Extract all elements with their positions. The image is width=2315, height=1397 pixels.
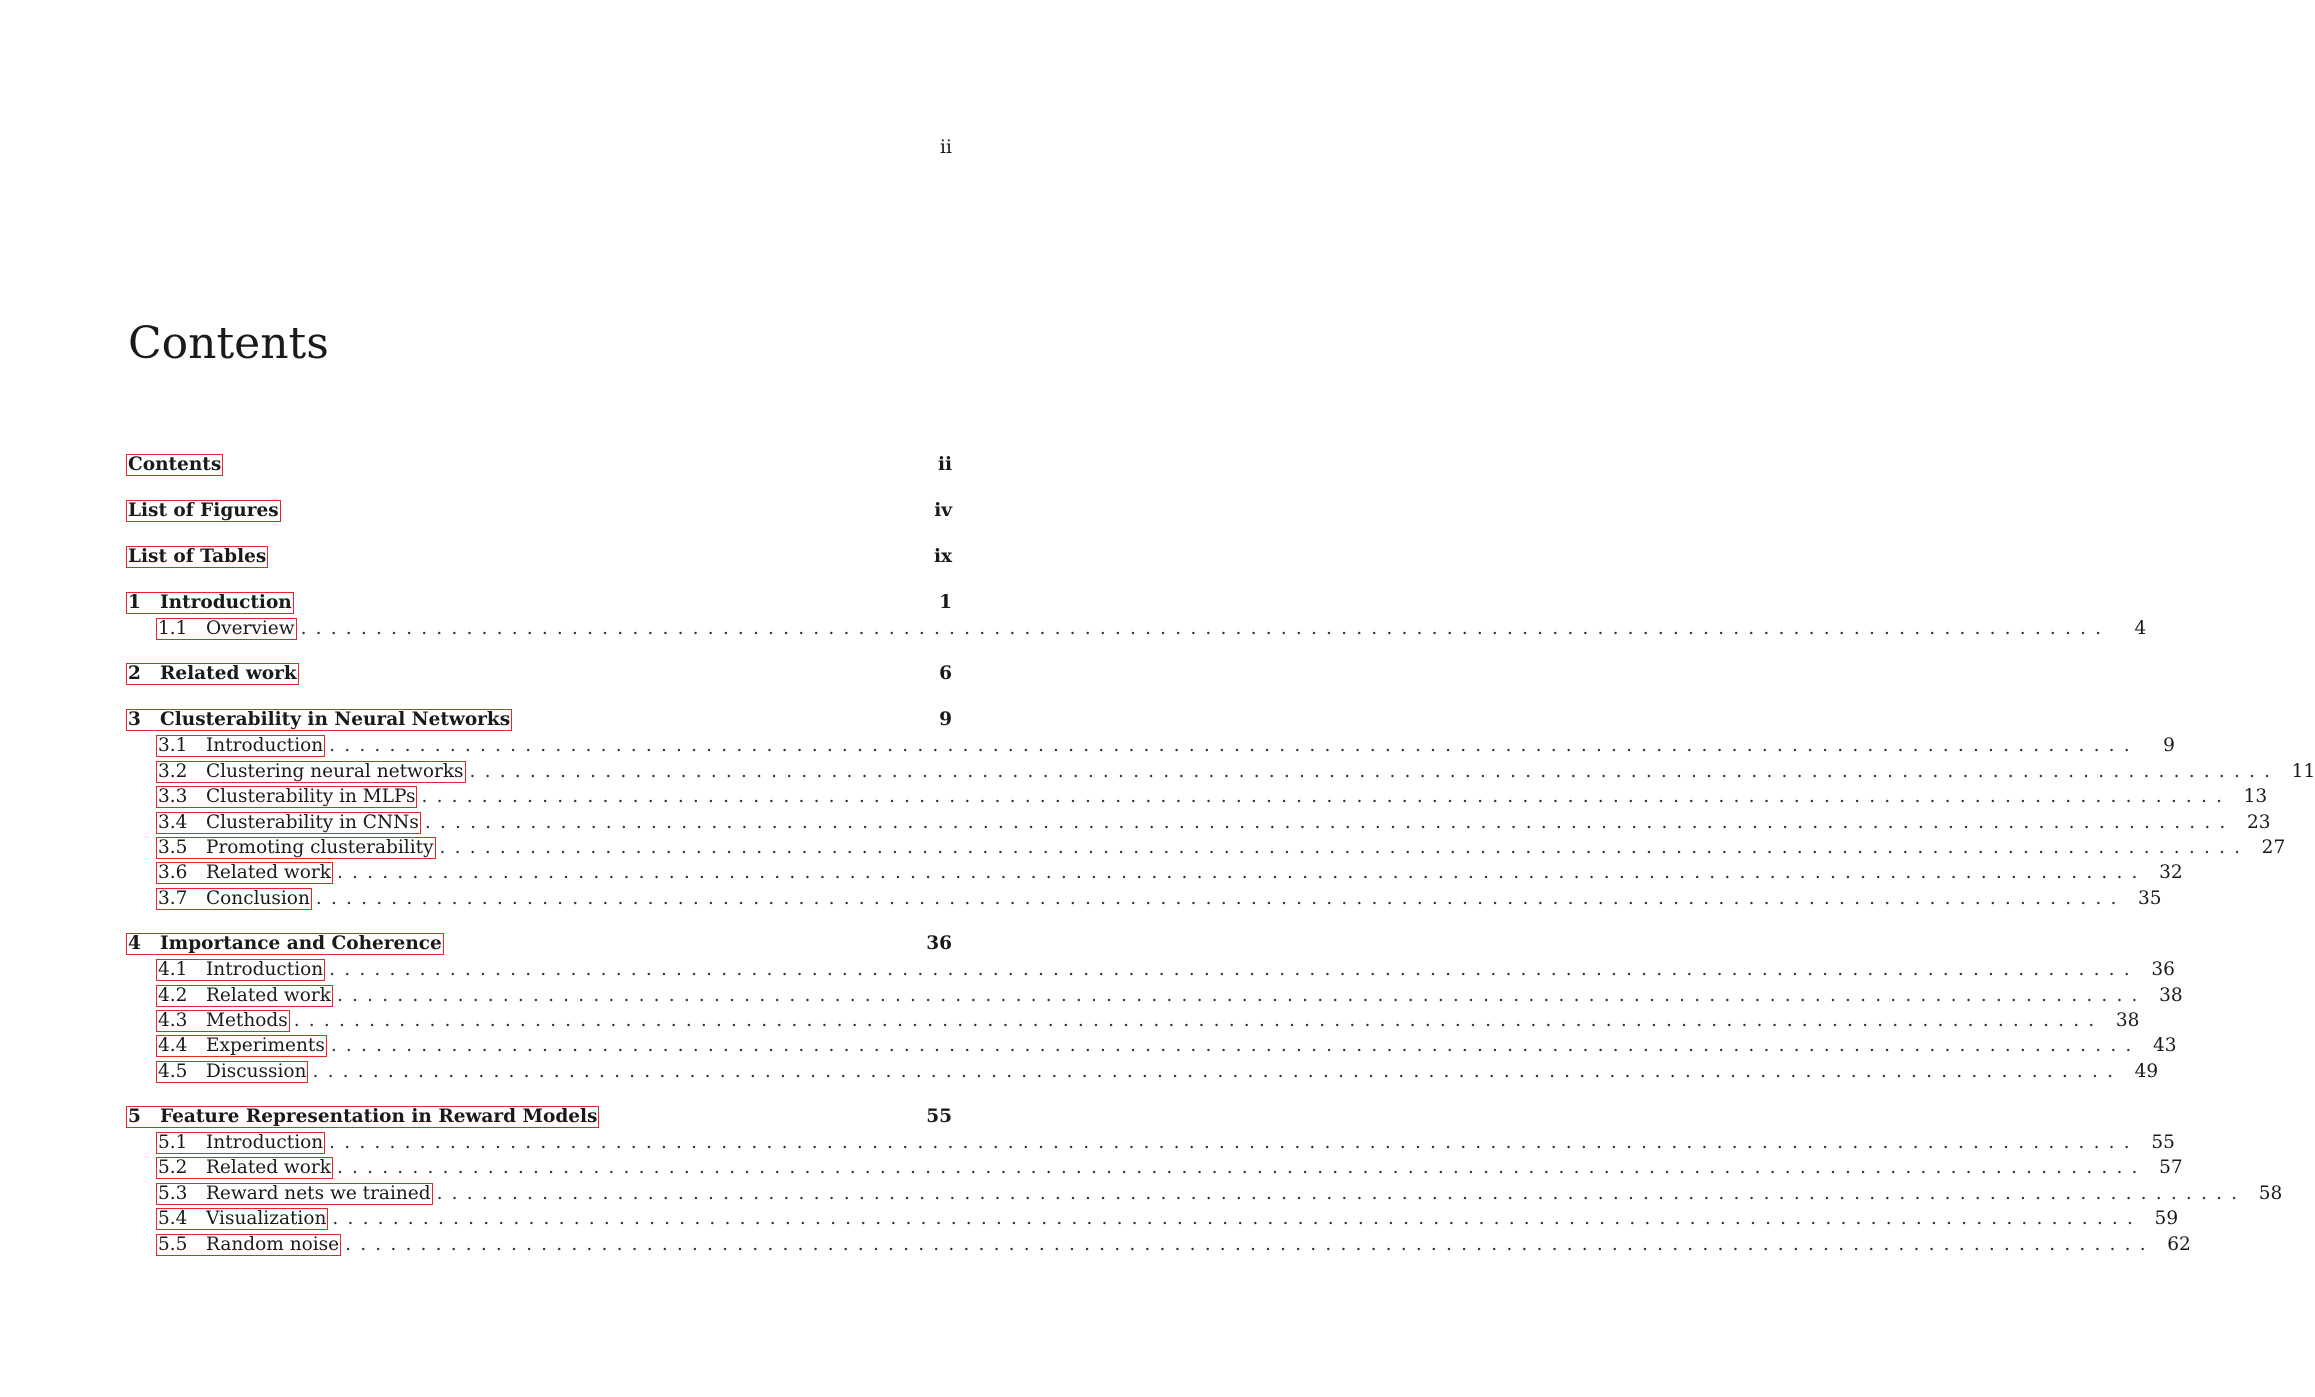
toc-chapter-link[interactable] bbox=[126, 709, 512, 731]
toc-section-row bbox=[126, 786, 2268, 811]
toc-entry-title: Conclusion bbox=[206, 887, 310, 909]
dot-leader: ........................................................................................................................ bbox=[345, 1233, 2155, 1255]
toc-section-row bbox=[126, 836, 2286, 862]
table-of-contents bbox=[126, 454, 2315, 1259]
toc-section-link[interactable] bbox=[156, 985, 333, 1007]
toc-page-number: ix bbox=[933, 546, 952, 567]
toc-page-number: 38 bbox=[2159, 984, 2183, 1006]
toc-entry-title: Clusterability in MLPs bbox=[206, 786, 416, 808]
toc-page-number: 62 bbox=[2167, 1233, 2191, 1255]
toc-section-row bbox=[126, 984, 2183, 1010]
toc-page-number: 9 bbox=[2163, 735, 2175, 757]
toc-section-row bbox=[126, 811, 2271, 837]
toc-page-number: 36 bbox=[2151, 959, 2175, 981]
toc-entry-title: Promoting clusterability bbox=[206, 836, 434, 858]
dot-leader: ........................................................................................................................ bbox=[332, 1208, 2143, 1230]
dot-leader: ........................................................................................................................ bbox=[336, 1157, 2147, 1179]
toc-section-row bbox=[126, 618, 2147, 643]
toc-page-number: ii bbox=[937, 454, 952, 475]
dot-leader: ........................................................................................................................ bbox=[330, 1035, 2141, 1057]
toc-entry-title: Importance and Coherence bbox=[160, 933, 442, 955]
toc-page-number: 9 bbox=[939, 709, 952, 731]
toc-section-link[interactable] bbox=[156, 1183, 433, 1205]
dot-leader: ........................................................................................................................ bbox=[329, 735, 2139, 757]
toc-section-row bbox=[126, 1157, 2183, 1182]
toc-entry-number: 4.5 bbox=[158, 1060, 188, 1082]
toc-section-link[interactable] bbox=[156, 837, 436, 859]
toc-section-link[interactable] bbox=[156, 618, 297, 640]
toc-page-number: 27 bbox=[2261, 836, 2286, 858]
dot-leader: ........................................................................................................................ bbox=[436, 1182, 2247, 1204]
toc-page-number: 49 bbox=[2134, 1060, 2159, 1082]
toc-entry-title: Related work bbox=[206, 862, 331, 884]
toc-entry-number: 3.2 bbox=[158, 760, 188, 782]
toc-section-row bbox=[126, 1182, 2283, 1208]
toc-chapter-link[interactable] bbox=[126, 454, 223, 476]
dot-leader: ........................................................................................................................ bbox=[336, 984, 2147, 1006]
toc-entry-title: Introduction bbox=[206, 1132, 324, 1154]
toc-entry-number: 3.4 bbox=[158, 811, 188, 833]
toc-entry-number: 1 bbox=[128, 592, 141, 613]
toc-entry-number: 3.1 bbox=[158, 735, 188, 757]
toc-page-number: 55 bbox=[2151, 1132, 2175, 1154]
toc-chapter-row bbox=[126, 663, 952, 689]
toc-entry-title: Related work bbox=[160, 663, 297, 685]
dot-leader: ........................................................................................................................ bbox=[293, 1009, 2104, 1031]
toc-chapter-row bbox=[126, 546, 952, 572]
toc-entry-number: 5.1 bbox=[158, 1132, 188, 1154]
dot-leader: ........................................................................................................................ bbox=[424, 811, 2235, 833]
dot-leader: ........................................................................................................................ bbox=[329, 959, 2139, 981]
page-number: ii bbox=[939, 136, 952, 158]
toc-page-number: 13 bbox=[2243, 786, 2268, 808]
toc-entry-number: 2 bbox=[128, 663, 141, 685]
toc-entry-number: 3.7 bbox=[158, 887, 188, 909]
toc-entry-number: 4 bbox=[128, 933, 141, 955]
toc-entry-number: 4.4 bbox=[158, 1035, 188, 1057]
toc-section-link[interactable] bbox=[156, 735, 325, 757]
toc-entry-title: List of Figures bbox=[128, 500, 279, 521]
dot-leader: ........................................................................................................................ bbox=[421, 786, 2232, 808]
toc-entry-title: Contents bbox=[128, 454, 222, 475]
toc-entry-title: Introduction bbox=[206, 735, 324, 757]
toc-entry-number: 3.5 bbox=[158, 836, 188, 858]
toc-entry-title: Introduction bbox=[206, 959, 324, 981]
toc-section-row bbox=[126, 1009, 2140, 1035]
toc-section-link[interactable] bbox=[156, 1157, 333, 1179]
toc-entry-number: 5 bbox=[128, 1106, 141, 1128]
toc-chapter-link[interactable] bbox=[126, 592, 294, 614]
toc-section-row bbox=[126, 760, 2315, 786]
toc-section-row bbox=[126, 1208, 2179, 1233]
toc-entry-number: 4.2 bbox=[158, 984, 188, 1006]
toc-entry-number: 1.1 bbox=[158, 618, 188, 639]
toc-chapter-row bbox=[126, 933, 952, 959]
toc-entry-title: Related work bbox=[206, 1157, 331, 1179]
toc-page-number: 35 bbox=[2138, 887, 2162, 909]
toc-page-number: 36 bbox=[926, 933, 952, 955]
toc-section-link[interactable] bbox=[156, 1035, 327, 1057]
toc-page-number: 6 bbox=[939, 663, 952, 685]
toc-section-row bbox=[126, 862, 2183, 887]
dot-leader: ........................................................................................................................ bbox=[469, 760, 2280, 782]
toc-entry-number: 5.2 bbox=[158, 1157, 188, 1179]
toc-section-link[interactable] bbox=[156, 1132, 325, 1154]
toc-entry-title: Introduction bbox=[160, 592, 292, 613]
toc-entry-title: Experiments bbox=[206, 1035, 325, 1057]
toc-entry-number: 4.3 bbox=[158, 1009, 188, 1031]
toc-entry-title: Random noise bbox=[206, 1233, 340, 1255]
toc-chapter-row bbox=[126, 454, 952, 480]
toc-chapter-link[interactable] bbox=[126, 1106, 599, 1128]
toc-page-number: 58 bbox=[2258, 1182, 2283, 1204]
dot-leader: ........................................................................................................................ bbox=[312, 1060, 2123, 1082]
toc-page-number: iv bbox=[934, 500, 952, 521]
toc-section-link[interactable] bbox=[156, 786, 417, 808]
toc-entry-title: Clusterability in CNNs bbox=[206, 811, 419, 833]
toc-section-link[interactable] bbox=[156, 1061, 308, 1083]
toc-page-number: 1 bbox=[939, 592, 952, 613]
toc-chapter-link[interactable] bbox=[126, 663, 299, 685]
dot-leader: ........................................................................................................................ bbox=[300, 618, 2111, 639]
dot-leader: ........................................................................................................................ bbox=[439, 836, 2250, 858]
toc-page-number: 43 bbox=[2152, 1035, 2177, 1057]
toc-chapter-row bbox=[126, 500, 952, 526]
toc-section-link[interactable] bbox=[156, 888, 312, 910]
toc-entry-title: Methods bbox=[206, 1009, 288, 1031]
toc-chapter-row bbox=[126, 709, 952, 735]
toc-page-number: 11 bbox=[2291, 760, 2315, 782]
toc-entry-number: 3.3 bbox=[158, 786, 188, 808]
page-title: Contents bbox=[128, 318, 329, 369]
toc-entry-title: Reward nets we trained bbox=[206, 1182, 431, 1204]
toc-section-link[interactable] bbox=[156, 862, 333, 884]
toc-section-row bbox=[126, 1035, 2177, 1060]
toc-chapter-row bbox=[126, 1106, 952, 1132]
toc-section-link[interactable] bbox=[156, 812, 421, 834]
toc-entry-number: 3.6 bbox=[158, 862, 188, 884]
toc-entry-title: List of Tables bbox=[128, 546, 267, 567]
dot-leader: ........................................................................................................................ bbox=[315, 887, 2126, 909]
toc-entry-number: 5.4 bbox=[158, 1208, 188, 1230]
toc-entry-title: Discussion bbox=[206, 1060, 307, 1082]
toc-page-number: 57 bbox=[2159, 1157, 2183, 1179]
toc-page-number: 38 bbox=[2115, 1009, 2140, 1031]
toc-section-row bbox=[126, 959, 2175, 984]
toc-entry-title: Clusterability in Neural Networks bbox=[160, 709, 511, 731]
toc-section-row bbox=[126, 1132, 2175, 1157]
toc-page-number: 4 bbox=[2134, 618, 2147, 639]
toc-section-row bbox=[126, 887, 2162, 913]
toc-chapter-link[interactable] bbox=[126, 500, 281, 522]
toc-entry-title: Feature Representation in Reward Models bbox=[160, 1106, 598, 1128]
toc-section-row bbox=[126, 1233, 2191, 1259]
toc-section-row bbox=[126, 735, 2175, 760]
toc-chapter-link[interactable] bbox=[126, 933, 444, 955]
dot-leader: ........................................................................................................................ bbox=[329, 1132, 2139, 1154]
toc-section-link[interactable] bbox=[156, 1010, 290, 1032]
toc-entry-title: Clustering neural networks bbox=[206, 760, 464, 782]
toc-page-number: 23 bbox=[2246, 811, 2271, 833]
toc-section-link[interactable] bbox=[156, 1234, 341, 1256]
toc-section-row bbox=[126, 1060, 2159, 1086]
toc-section-link[interactable] bbox=[156, 959, 325, 981]
toc-entry-number: 5.3 bbox=[158, 1182, 188, 1204]
toc-entry-number: 4.1 bbox=[158, 959, 188, 981]
dot-leader: ........................................................................................................................ bbox=[336, 862, 2147, 884]
toc-entry-title: Related work bbox=[206, 984, 331, 1006]
toc-entry-title: Overview bbox=[206, 618, 295, 639]
toc-page-number: 55 bbox=[926, 1106, 952, 1128]
toc-page-number: 59 bbox=[2154, 1208, 2179, 1230]
toc-chapter-link[interactable] bbox=[126, 546, 268, 568]
toc-entry-title: Visualization bbox=[206, 1208, 327, 1230]
toc-section-link[interactable] bbox=[156, 1208, 328, 1230]
toc-section-link[interactable] bbox=[156, 761, 466, 783]
toc-page-number: 32 bbox=[2159, 862, 2183, 884]
toc-entry-number: 5.5 bbox=[158, 1233, 188, 1255]
toc-entry-number: 3 bbox=[128, 709, 141, 731]
toc-chapter-row bbox=[126, 592, 952, 618]
